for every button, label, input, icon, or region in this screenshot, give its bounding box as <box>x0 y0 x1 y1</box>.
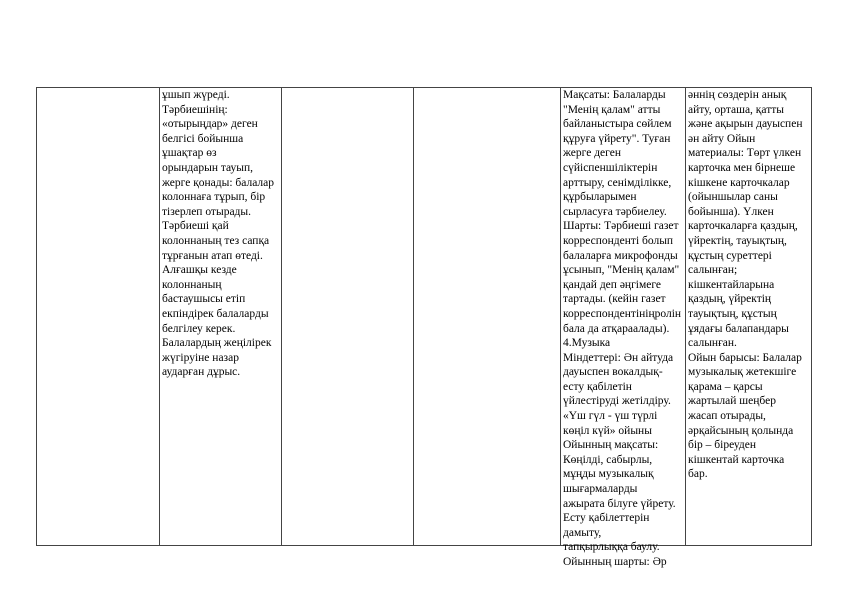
table-cell-3 <box>281 87 413 546</box>
table-cell-5 <box>560 87 685 568</box>
cell-text-2: ұшып жүреді. Тәрбиешінің: «отырыңдар» деген белгісі бойынша ұшақтар өз орындарын тауып, жерге қонады: балалар колоннаға тұрып, бір тізерлеп отырады. Тәрбиеші қай колоннаның тез сапқа тұрғанын атап өтеді. Алғашқы кезде колоннаның бастаушысы етіп екпіндірек балаларды белгілеу керек. Балалардың жеңілірек жүгіруіне назар аударған дұрыс. <box>162 89 275 379</box>
cell-text-5: Мақсаты: Балаларды "Менің қалам" атты байланыстыра сөйлем құруға үйрету". Туған жерге деген сүйіспеншіліктерін арттыру, сенімділікке, құрбыларымен сырласуға тәрбиелеу. Шарты: Тәрбиеші газет корреспонденті болып балаларға микрофонды ұсынып, "Менің қалам" қандай деп әңгімеге тартады. (кейін газет корреспондентінің​ролін бала да атқараалады). 4.Музыка Міндеттері: Ән айтуда дауыспен вокалдық- есту қабілетін үйлестіруді жетілдіру. «Үш гүл - үш түрлі көңіл күй» ойыны Ойынның мақсаты: Көңілді, сабырлы, мұңды музыкалық шығармаларды ажырата білуге үйрету. Есту қабілеттерін дамыту, тапқырлыққа баулу. Ойынның шарты: Әр <box>563 89 682 568</box>
table-cell-1 <box>36 87 159 546</box>
table-cell-6 <box>685 87 812 546</box>
cell-text-6: әннің сөздерін анық айту, орташа, қатты және ақырын дауыспен ән айту Ойын материалы: Төрт үлкен карточка мен бірнеше кішкене карточкалар (ойыншылар саны бойынша). Үлкен карточкаларға қаздың, үйректің, тауықтың, құстың суреттері салынған; кішкентайларына қаздың, үйректің тауықтың, құстың ұядағы балапандары салынған. Ойын барысы: Балалар музыкалық жетекшіге қарама – қарсы жартылай шеңбер жасап отырады, әрқайсының қолында бір – біреуден кішкентай карточка бар. <box>688 89 803 481</box>
table-cell-2 <box>159 87 281 546</box>
table-cell-4 <box>413 87 560 546</box>
plan-table <box>36 87 812 568</box>
